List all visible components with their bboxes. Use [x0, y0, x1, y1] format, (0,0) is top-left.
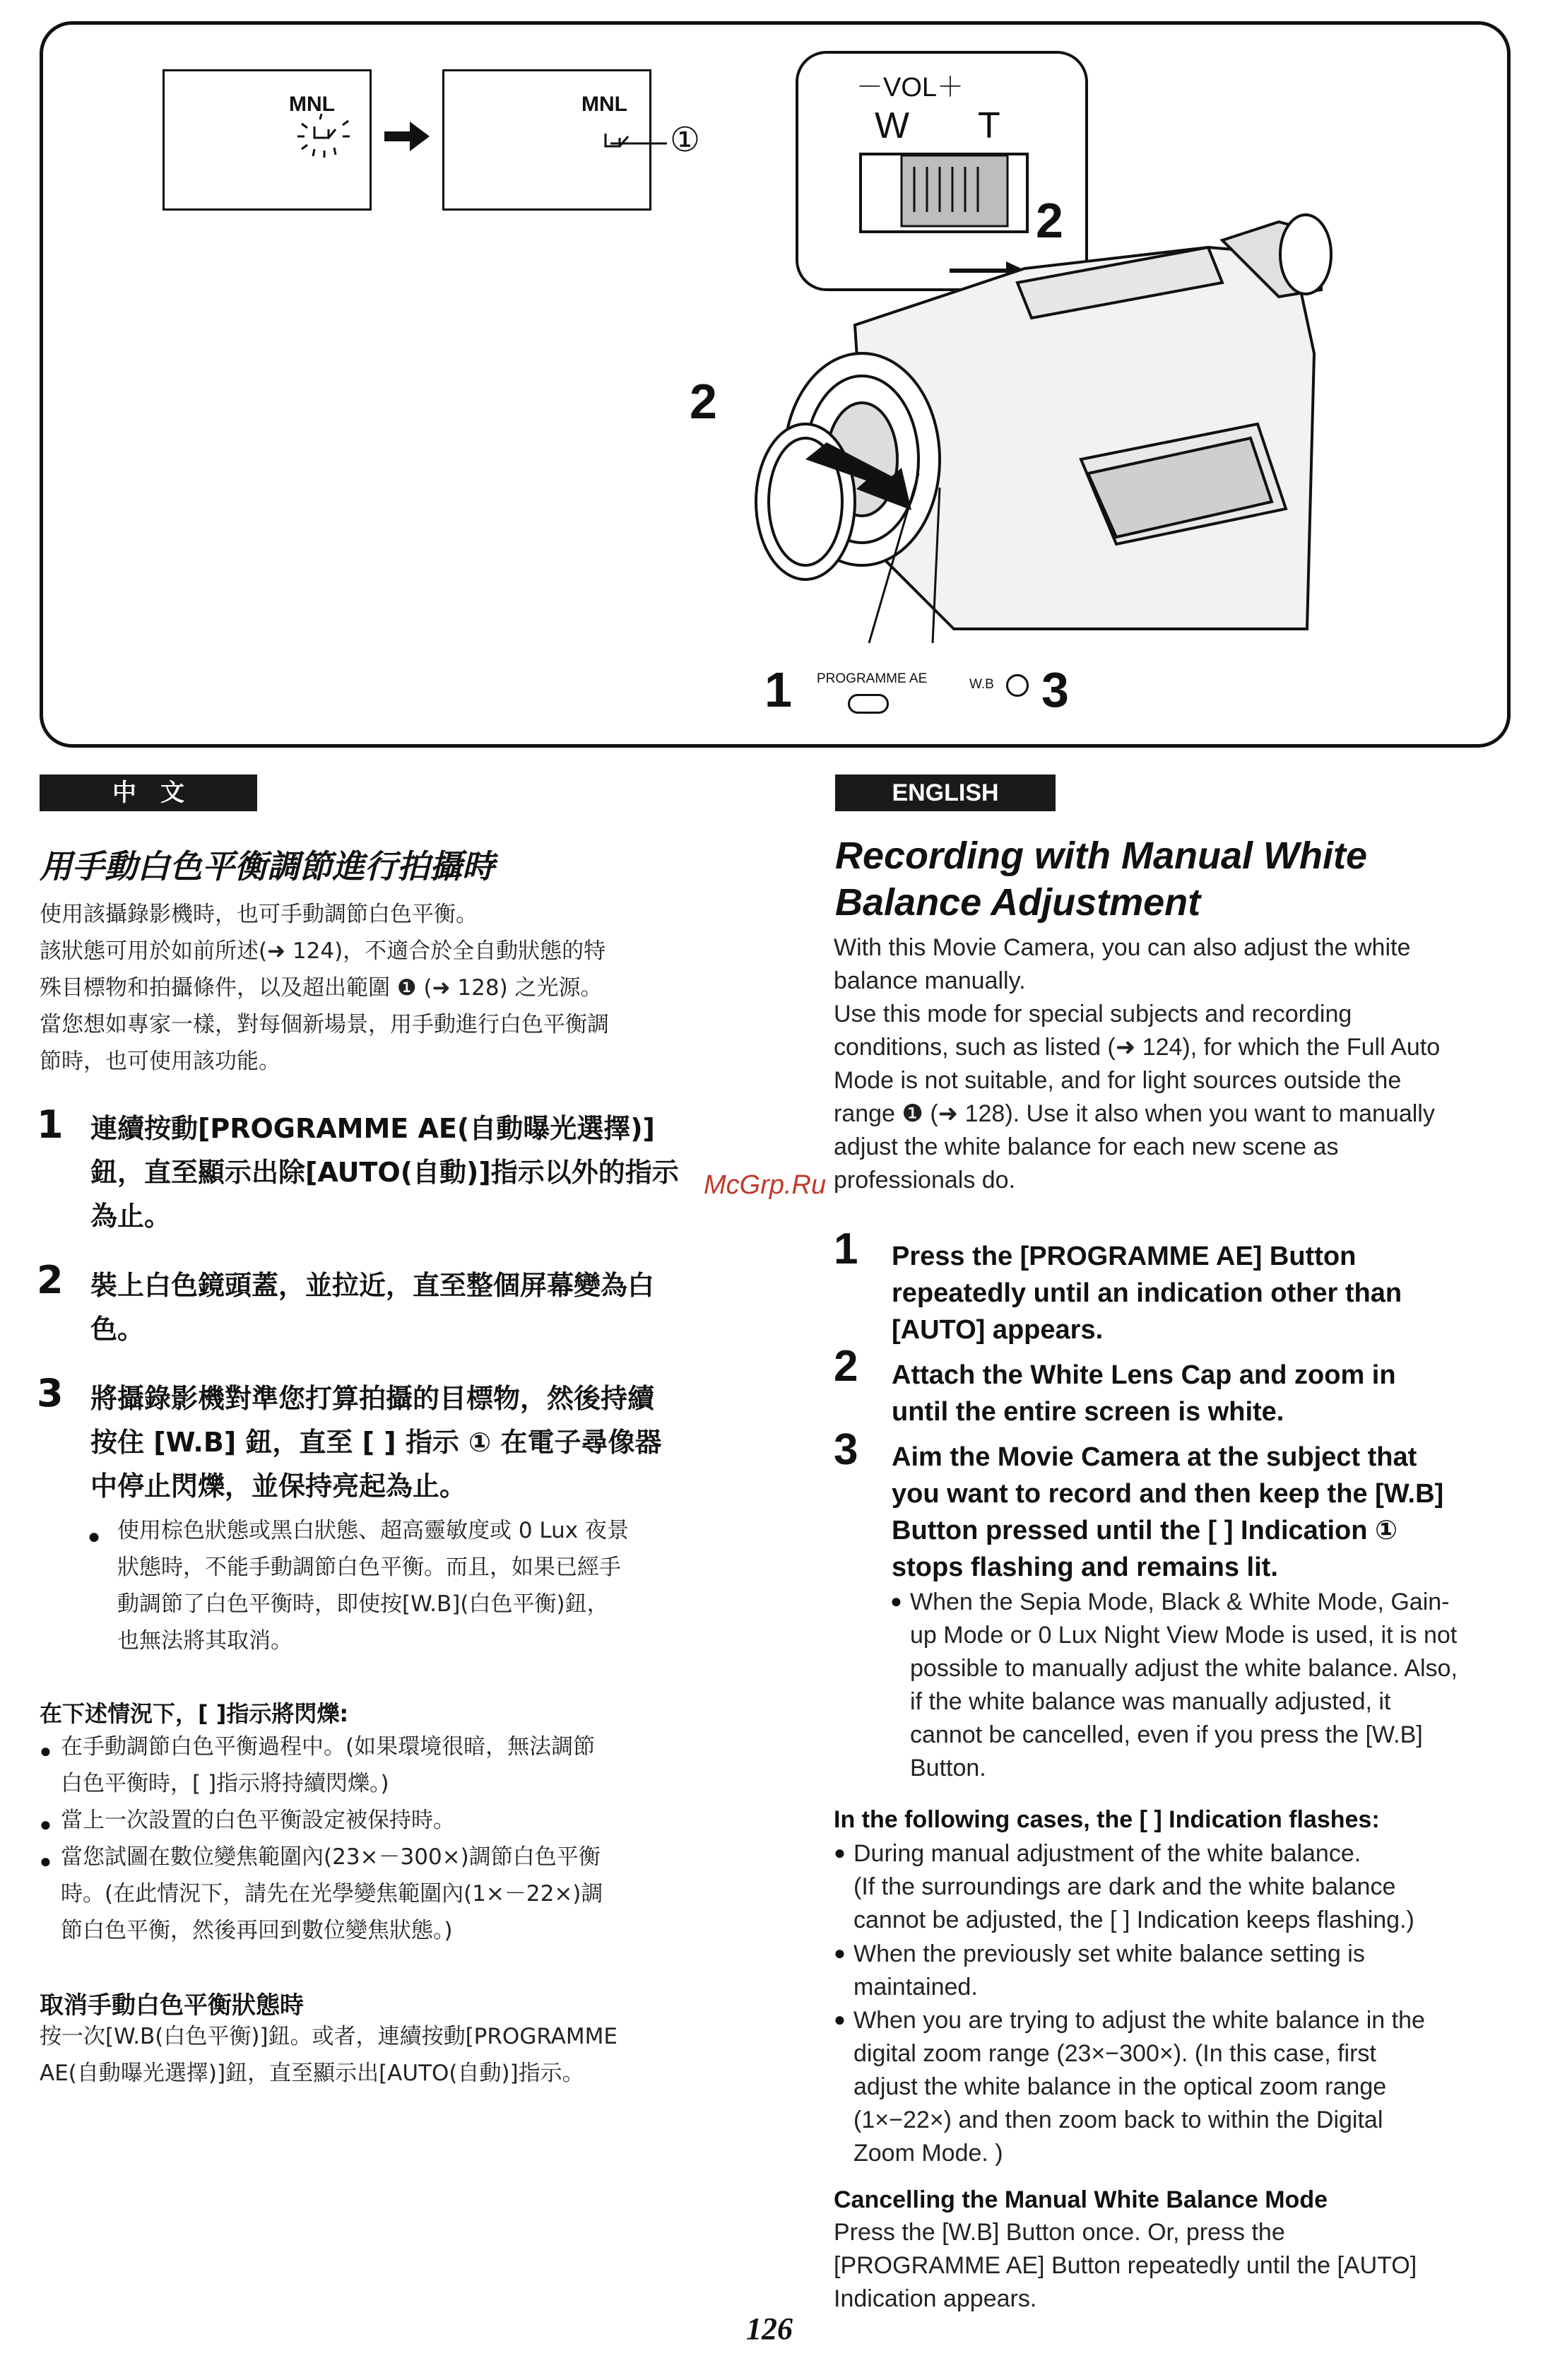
- zoom-tele-label: T: [978, 105, 1000, 146]
- english-flash-line: adjust the white balance in the optical zoom range: [853, 2073, 1387, 2100]
- watermark: McGrp.Ru: [704, 1170, 827, 1200]
- chinese-title: 用手動白色平衡調節進行拍攝時: [40, 847, 495, 885]
- chinese-flash-line: 當您試圖在數位變焦範圍內(23×－300×)調節白色平衡: [61, 1844, 601, 1870]
- chinese-step-3-number: 3: [37, 1371, 64, 1415]
- english-step-line: stops flashing and remains lit.: [892, 1553, 1278, 1582]
- chinese-step-2-number: 2: [37, 1258, 64, 1302]
- chinese-cancel-line: 按一次[W.B(白色平衡)]鈕。或者，連續按動[PROGRAMME: [40, 2024, 618, 2049]
- english-title-line: Recording with Manual White: [835, 835, 1367, 877]
- camcorder-drawing: [699, 205, 1406, 657]
- english-flash-line: digital zoom range (23×−300×). (In this case, first: [853, 2040, 1376, 2067]
- english-intro-line: conditions, such as listed (➜ 124), for which the Full Auto: [834, 1034, 1441, 1061]
- english-note-line: When the Sepia Mode, Black & White Mode, Gain-: [910, 1589, 1450, 1615]
- wb-button-label: W.B: [969, 677, 994, 692]
- programme-ae-button: [848, 694, 889, 714]
- english-flash-line: Zoom Mode. ): [853, 2140, 1003, 2167]
- english-intro-line: professionals do.: [834, 1167, 1016, 1194]
- wb-button: [1006, 674, 1029, 697]
- english-intro-line: Use this mode for special subjects and recording: [834, 1001, 1352, 1027]
- chinese-flash-item-1: [61, 1728, 732, 1802]
- english-step-line: Press the [PROGRAMME AE] Button: [892, 1242, 1357, 1271]
- english-intro-line: Mode is not suitable, and for light sources outside the: [834, 1067, 1402, 1094]
- bullet-icon: ●: [834, 1942, 846, 1964]
- english-flash-line: (If the surroundings are dark and the white balance: [853, 1873, 1396, 1900]
- english-intro-line: balance manually.: [834, 967, 1026, 994]
- chinese-step-line: 裝上白色鏡頭蓋，並拉近，直至整個屏幕變為白: [90, 1270, 655, 1301]
- chinese-flash-item-2: [61, 1802, 732, 1839]
- english-flash-line: cannot be adjusted, the [ ] Indication keeps flashing.): [853, 1907, 1414, 1933]
- english-title-line: Balance Adjustment: [835, 881, 1201, 924]
- bullet-icon: ●: [40, 1850, 52, 1872]
- chinese-step-line: 按住 [W.B] 鈕，直至 [ ] 指示 ① 在電子尋像器: [90, 1427, 662, 1458]
- english-step-2-text: [892, 1357, 1528, 1430]
- english-flash-line: When the previously set white balance setting is: [853, 1940, 1365, 1967]
- chinese-intro: [40, 896, 718, 1080]
- english-cancel-line: Press the [W.B] Button once. Or, press the: [834, 2219, 1285, 2246]
- chinese-note-line: 狀態時，不能手動調節白色平衡。而且，如果已經手: [117, 1555, 621, 1580]
- chinese-cancel-text: [40, 2018, 732, 2092]
- english-note-line: possible to manually adjust the white balance. Also,: [910, 1655, 1458, 1682]
- chinese-cancel-heading: 取消手動白色平衡狀態時: [40, 1991, 304, 2020]
- english-step-3-note: [910, 1586, 1532, 1785]
- english-step-line: you want to record and then keep the [W.B]: [892, 1479, 1444, 1509]
- chinese-step-line: 鈕，直至顯示出除[AUTO(自動)]指示以外的指示: [90, 1157, 679, 1188]
- english-flash-heading: In the following cases, the [ ] Indication flashes:: [834, 1806, 1380, 1833]
- english-flash-item-2: [853, 1938, 1532, 2004]
- chinese-step-line: 連續按動[PROGRAMME AE(自動曝光選擇)]: [90, 1113, 655, 1144]
- english-flash-line: During manual adjustment of the white balance.: [853, 1840, 1361, 1867]
- english-intro-line: range ❶ (➜ 128). Use it also when you want to manually: [834, 1100, 1435, 1127]
- english-step-line: until the entire screen is white.: [892, 1397, 1284, 1427]
- english-note-line: Button.: [910, 1755, 986, 1781]
- white-balance-flashing-icon: [292, 114, 377, 170]
- bullet-icon: ●: [88, 1525, 101, 1548]
- english-flash-line: maintained.: [853, 1974, 978, 2001]
- english-section-header: ENGLISH: [835, 774, 1056, 811]
- callout-number-1: ①: [670, 122, 701, 159]
- english-step-line: Attach the White Lens Cap and zoom in: [892, 1360, 1396, 1390]
- english-step-line: Aim the Movie Camera at the subject that: [892, 1442, 1417, 1472]
- chinese-flash-heading: 在下述情況下，[ ]指示將閃爍:: [40, 1700, 349, 1727]
- chinese-note-line: 使用棕色狀態或黑白狀態、超高靈敏度或 0 Lux 夜景: [117, 1518, 630, 1543]
- chinese-intro-line: 該狀態可用於如前所述(➜ 124)，不適合於全自動狀態的特: [40, 938, 606, 964]
- chinese-flash-line: 白色平衡時，[ ]指示將持續閃爍。): [61, 1771, 389, 1796]
- volume-label: －VOL＋: [856, 73, 964, 102]
- mnl-indicator-steady: MNL: [581, 93, 627, 116]
- english-step-3-number: 3: [834, 1425, 858, 1474]
- english-flash-line: (1×−22×) and then zoom back to within the Digital: [853, 2107, 1383, 2133]
- chinese-step-line: 色。: [90, 1314, 145, 1345]
- chinese-section-header: 中 文: [40, 774, 257, 811]
- bullet-icon: ●: [834, 1842, 846, 1863]
- english-cancel-line: [PROGRAMME AE] Button repeatedly until the [AUTO]: [834, 2252, 1417, 2279]
- viewfinder-flashing-screen: [163, 69, 372, 211]
- chinese-step-3-text: [90, 1377, 740, 1508]
- english-intro: [834, 931, 1526, 1197]
- chinese-flash-line: 節白色平衡，然後再回到數位變焦狀態。): [61, 1918, 453, 1943]
- english-note-line: if the white balance was manually adjusted, it: [910, 1688, 1391, 1715]
- chinese-intro-line: 節時，也可使用該功能。: [40, 1049, 280, 1074]
- bullet-icon: ●: [40, 1740, 52, 1762]
- english-step-3-text: [892, 1439, 1528, 1586]
- english-intro-line: adjust the white balance for each new scene as: [834, 1133, 1339, 1160]
- zoom-wide-label: W: [875, 105, 910, 146]
- step-2-top-label: 2: [1036, 193, 1063, 248]
- chinese-step-line: 為止。: [90, 1201, 172, 1232]
- chinese-step-1-text: [90, 1107, 726, 1238]
- chinese-flash-line: 時。(在此情況下，請先在光學變焦範圍內(1×－22×)調: [61, 1881, 603, 1907]
- chinese-step-2-text: [90, 1263, 726, 1351]
- step-1-label: 1: [764, 662, 792, 717]
- english-cancel-line: Indication appears.: [834, 2285, 1037, 2312]
- english-step-line: Button pressed until the [ ] Indication ①: [892, 1516, 1398, 1545]
- english-flash-item-1: [853, 1837, 1532, 1937]
- chinese-cancel-line: AE(自動曝光選擇)]鈕，直至顯示出[AUTO(自動)]指示。: [40, 2061, 584, 2086]
- chinese-intro-line: 使用該攝錄影機時，也可手動調節白色平衡。: [40, 902, 478, 927]
- chinese-intro-line: 當您想如專家一樣，對每個新場景，用手動進行白色平衡調: [40, 1012, 609, 1037]
- right-arrow-icon: [384, 119, 431, 154]
- english-flash-line: When you are trying to adjust the white balance in the: [853, 2007, 1425, 2034]
- chinese-step-3-note: [117, 1512, 732, 1659]
- english-step-1-text: [892, 1238, 1528, 1348]
- chinese-intro-line: 殊目標物和拍攝條件，以及超出範圍 ❶ (➜ 128) 之光源。: [40, 975, 603, 1001]
- english-step-line: repeatedly until an indication other than: [892, 1278, 1402, 1308]
- english-note-line: up Mode or 0 Lux Night View Mode is used, it is not: [910, 1622, 1458, 1649]
- bullet-icon: ●: [890, 1590, 902, 1612]
- chinese-step-1-number: 1: [37, 1102, 64, 1147]
- bullet-icon: ●: [834, 2008, 846, 2030]
- english-cancel-text: [834, 2216, 1526, 2316]
- english-cancel-heading: Cancelling the Manual White Balance Mode: [834, 2186, 1328, 2213]
- chinese-step-line: 中停止閃爍，並保持亮起為止。: [90, 1471, 467, 1502]
- english-note-line: cannot be cancelled, even if you press the [W.B]: [910, 1721, 1423, 1748]
- mnl-indicator: MNL: [289, 93, 335, 116]
- english-step-2-number: 2: [834, 1342, 858, 1391]
- page-number: 126: [746, 2311, 793, 2346]
- chinese-step-line: 將攝錄影機對準您打算拍攝的目標物，然後持續: [90, 1383, 655, 1414]
- step-2-left-label: 2: [690, 374, 717, 429]
- english-flash-item-3: [853, 2004, 1532, 2170]
- programme-ae-button-label: PROGRAMME AE: [817, 671, 928, 686]
- bullet-icon: ●: [40, 1813, 52, 1835]
- english-intro-line: With this Movie Camera, you can also adjust the white: [834, 934, 1411, 961]
- chinese-note-line: 動調節了白色平衡時，即使按[W.B](白色平衡)鈕，: [117, 1591, 609, 1617]
- chinese-flash-line: 當上一次設置的白色平衡設定被保持時。: [61, 1808, 455, 1833]
- english-step-1-number: 1: [834, 1225, 858, 1273]
- chinese-note-line: 也無法將其取消。: [117, 1628, 293, 1654]
- step-3-label: 3: [1041, 662, 1069, 717]
- chinese-flash-item-3: [61, 1839, 732, 1949]
- english-step-line: [AUTO] appears.: [892, 1315, 1104, 1345]
- english-title: [835, 832, 1367, 926]
- chinese-flash-line: 在手動調節白色平衡過程中。(如果環境很暗，無法調節: [61, 1734, 596, 1760]
